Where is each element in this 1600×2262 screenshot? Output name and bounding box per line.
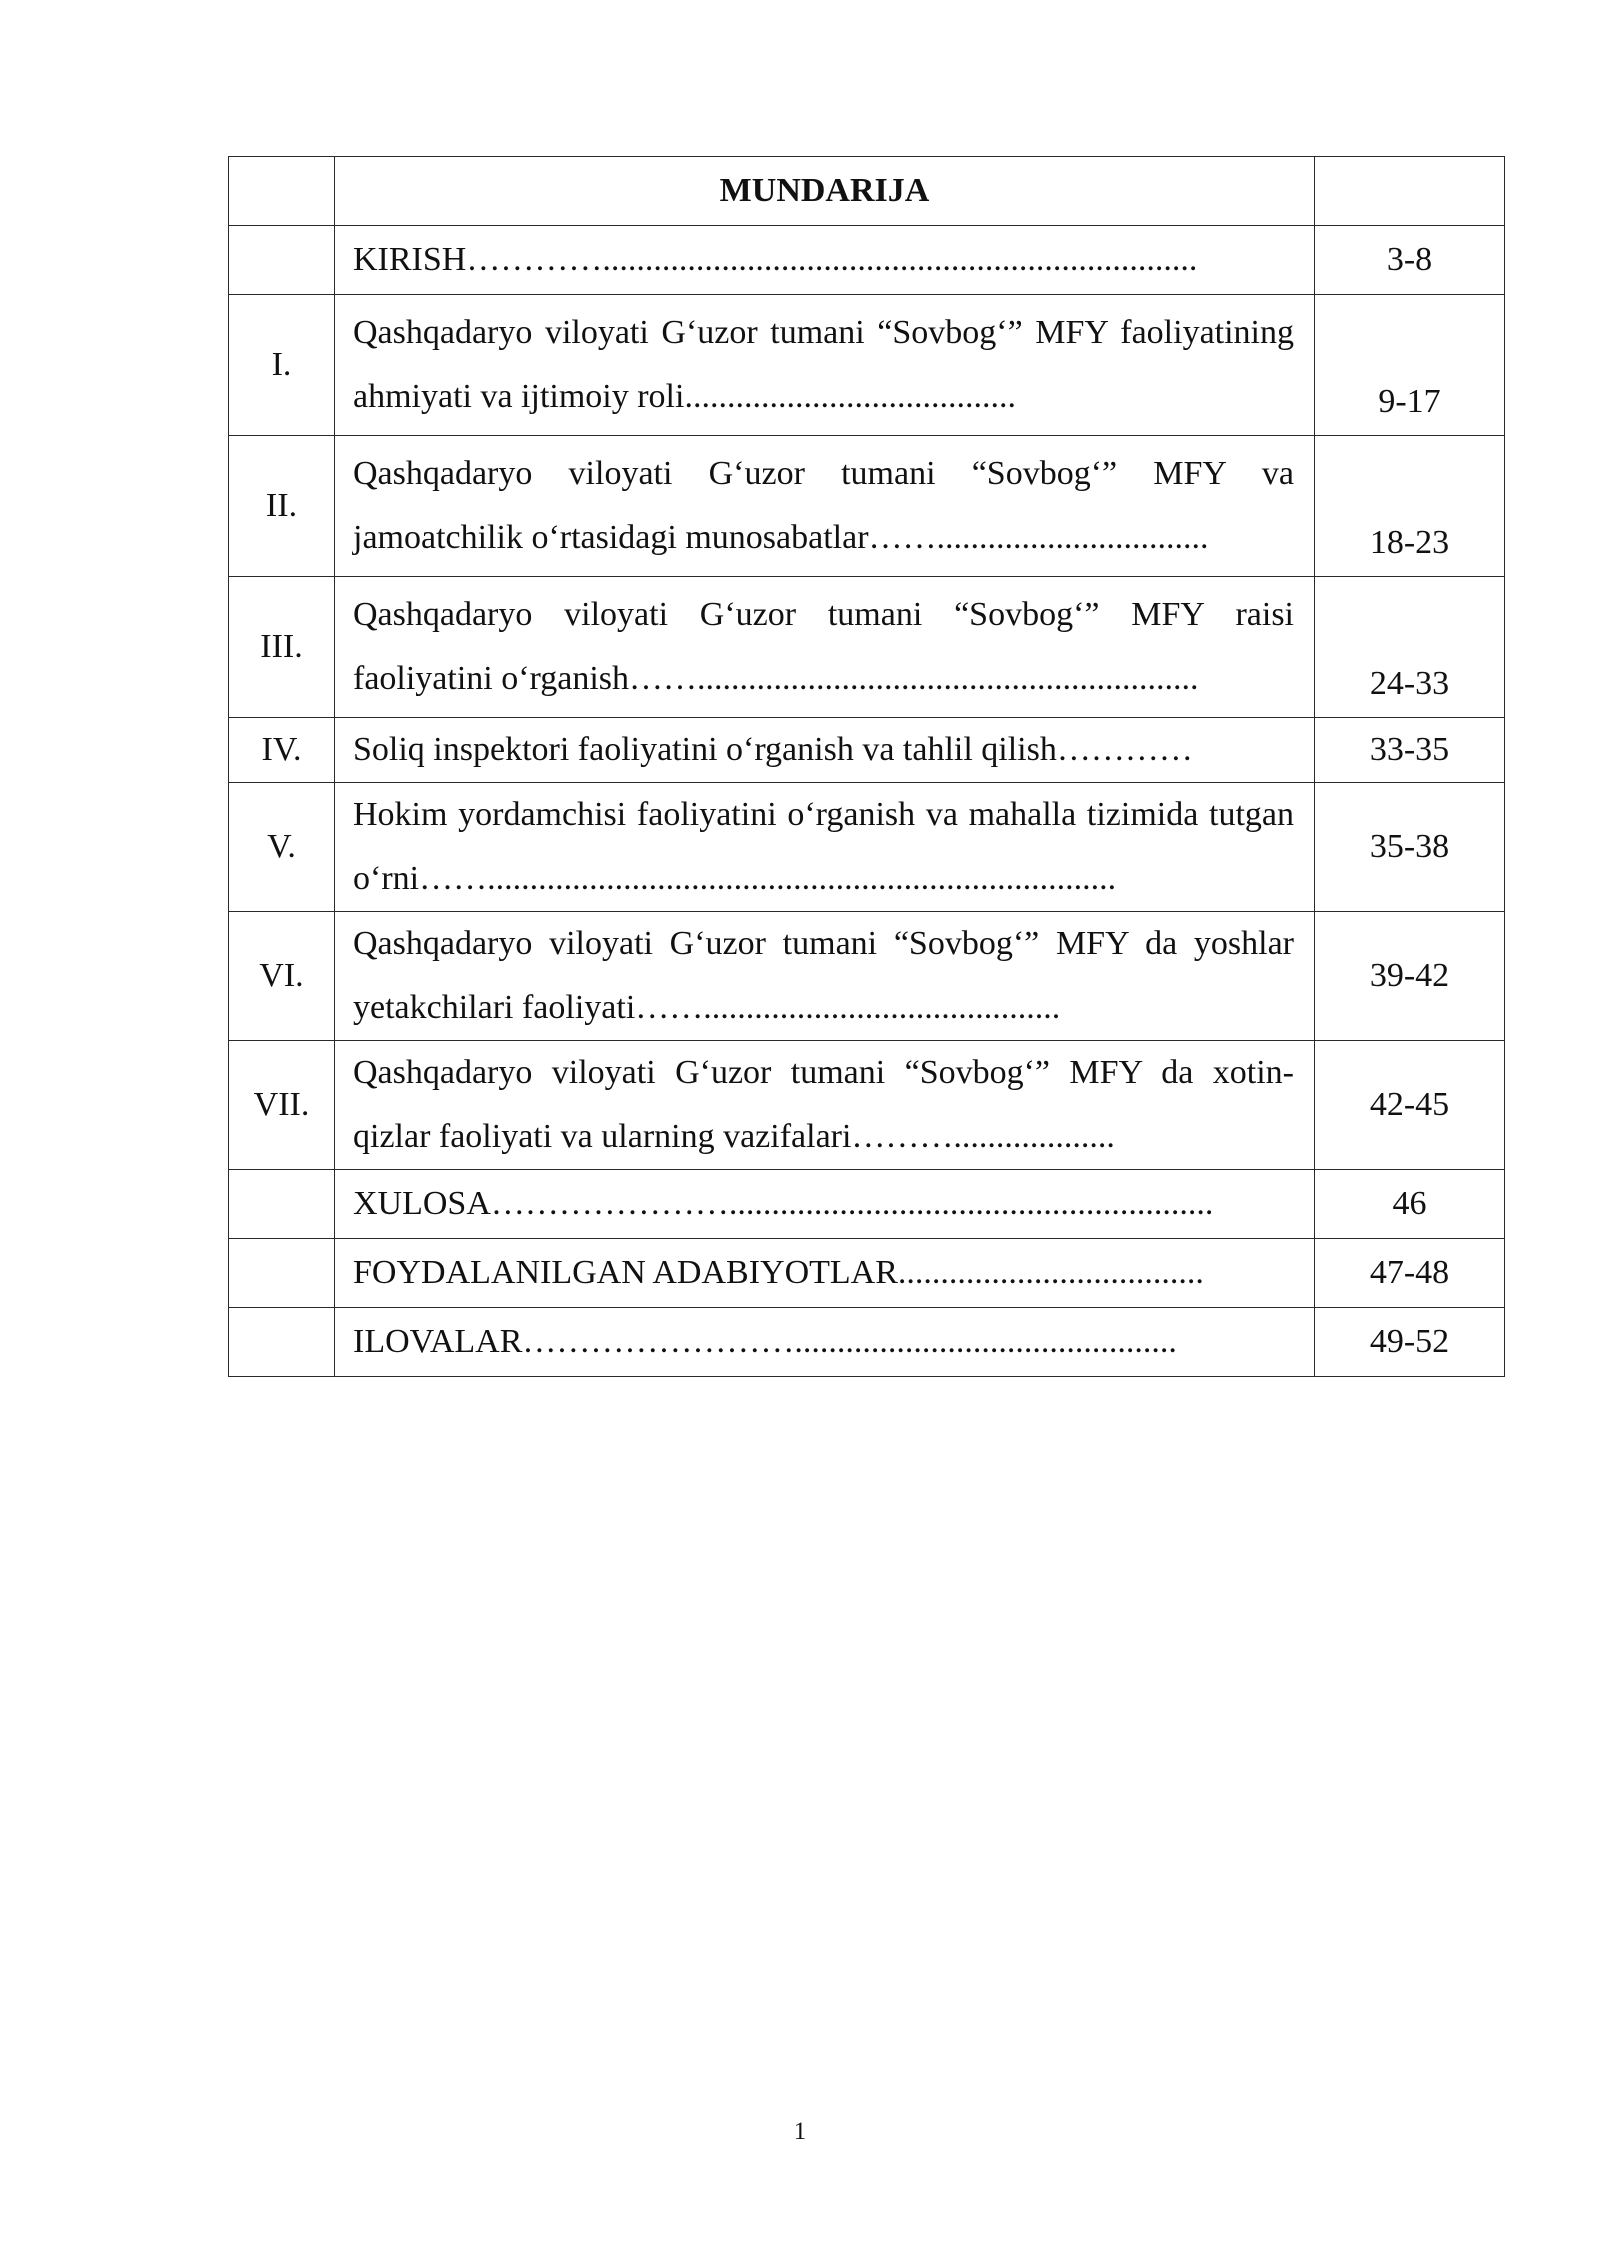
toc-pages: 42-45	[1315, 1041, 1505, 1170]
toc-title-text: Qashqadaryo viloyati G‘uzor tumani “Sovbog‘” MFY da xotin-qizlar faoliyati va ularning vazifalari………...................	[353, 1054, 1294, 1155]
toc-pages: 33-35	[1315, 718, 1505, 783]
toc-num	[229, 226, 335, 295]
toc-num	[229, 1239, 335, 1308]
toc-title	[335, 1170, 1315, 1239]
toc-num: I.	[229, 295, 335, 436]
table-row	[229, 783, 1505, 912]
toc-num: VI.	[229, 912, 335, 1041]
toc-title	[335, 226, 1315, 295]
toc-header-num-cell	[229, 157, 335, 226]
toc-pages: 39-42	[1315, 912, 1505, 1041]
toc-pages: 35-38	[1315, 783, 1505, 912]
toc-title-text: Qashqadaryo viloyati G‘uzor tumani “Sovbog‘” MFY faoliyatining ahmiyati va ijtimoiy roli.......................................	[353, 314, 1294, 415]
table-row	[229, 1308, 1505, 1377]
toc-heading: MUNDARIJA	[335, 157, 1315, 226]
toc-header-row	[229, 157, 1505, 226]
toc-pages: 49-52	[1315, 1308, 1505, 1377]
table-row	[229, 718, 1505, 783]
toc-title	[335, 783, 1315, 912]
table-row	[229, 1041, 1505, 1170]
toc-title-text: Qashqadaryo viloyati G‘uzor tumani “Sovbog‘” MFY da yoshlar yetakchilari faoliyati……..........................................	[353, 925, 1294, 1026]
toc-title	[335, 1239, 1315, 1308]
table-of-contents	[228, 156, 1505, 1377]
toc-num: II.	[229, 436, 335, 577]
toc-pages: 3-8	[1315, 226, 1505, 295]
toc-pages: 9-17	[1315, 295, 1505, 436]
toc-num	[229, 1308, 335, 1377]
table-row	[229, 577, 1505, 718]
table-row	[229, 1239, 1505, 1308]
toc-num	[229, 1170, 335, 1239]
toc-title	[335, 718, 1315, 783]
toc-pages: 24-33	[1315, 577, 1505, 718]
page-number: 1	[793, 2118, 807, 2145]
toc-title-text: Soliq inspektori faoliyatini o‘rganish va tahlil qilish…………	[353, 731, 1193, 768]
table-row	[229, 226, 1505, 295]
toc-title	[335, 577, 1315, 718]
toc-title-text: XULOSA………………….........................................................	[353, 1185, 1214, 1222]
toc-num: IV.	[229, 718, 335, 783]
toc-pages: 18-23	[1315, 436, 1505, 577]
toc-title	[335, 436, 1315, 577]
table-row	[229, 912, 1505, 1041]
toc-title-text: FOYDALANILGAN ADABIYOTLAR....................................	[353, 1254, 1204, 1291]
toc-title	[335, 912, 1315, 1041]
toc-num: V.	[229, 783, 335, 912]
toc-title	[335, 1041, 1315, 1170]
toc-pages: 47-48	[1315, 1239, 1505, 1308]
toc-title-text: ILOVALAR…………………….............................................	[353, 1323, 1177, 1360]
toc-title	[335, 295, 1315, 436]
table-row	[229, 1170, 1505, 1239]
table-row	[229, 295, 1505, 436]
toc-num: III.	[229, 577, 335, 718]
table-row	[229, 436, 1505, 577]
toc-title-text: Qashqadaryo viloyati G‘uzor tumani “Sovbog‘” MFY va jamoatchilik o‘rtasidagi munosabatlar……................................	[353, 455, 1294, 556]
toc-title	[335, 1308, 1315, 1377]
toc-pages: 46	[1315, 1170, 1505, 1239]
toc-header-page-cell	[1315, 157, 1505, 226]
toc-title-text: Hokim yordamchisi faoliyatini o‘rganish va mahalla tizimida tutgan o‘rni……..........................................................................	[353, 796, 1294, 897]
toc-num: VII.	[229, 1041, 335, 1170]
toc-title-text: Qashqadaryo viloyati G‘uzor tumani “Sovbog‘” MFY raisi faoliyatini o‘rganish……...........................................................	[353, 596, 1294, 697]
toc-title-text: KIRISH…………......................................................................	[353, 241, 1198, 278]
